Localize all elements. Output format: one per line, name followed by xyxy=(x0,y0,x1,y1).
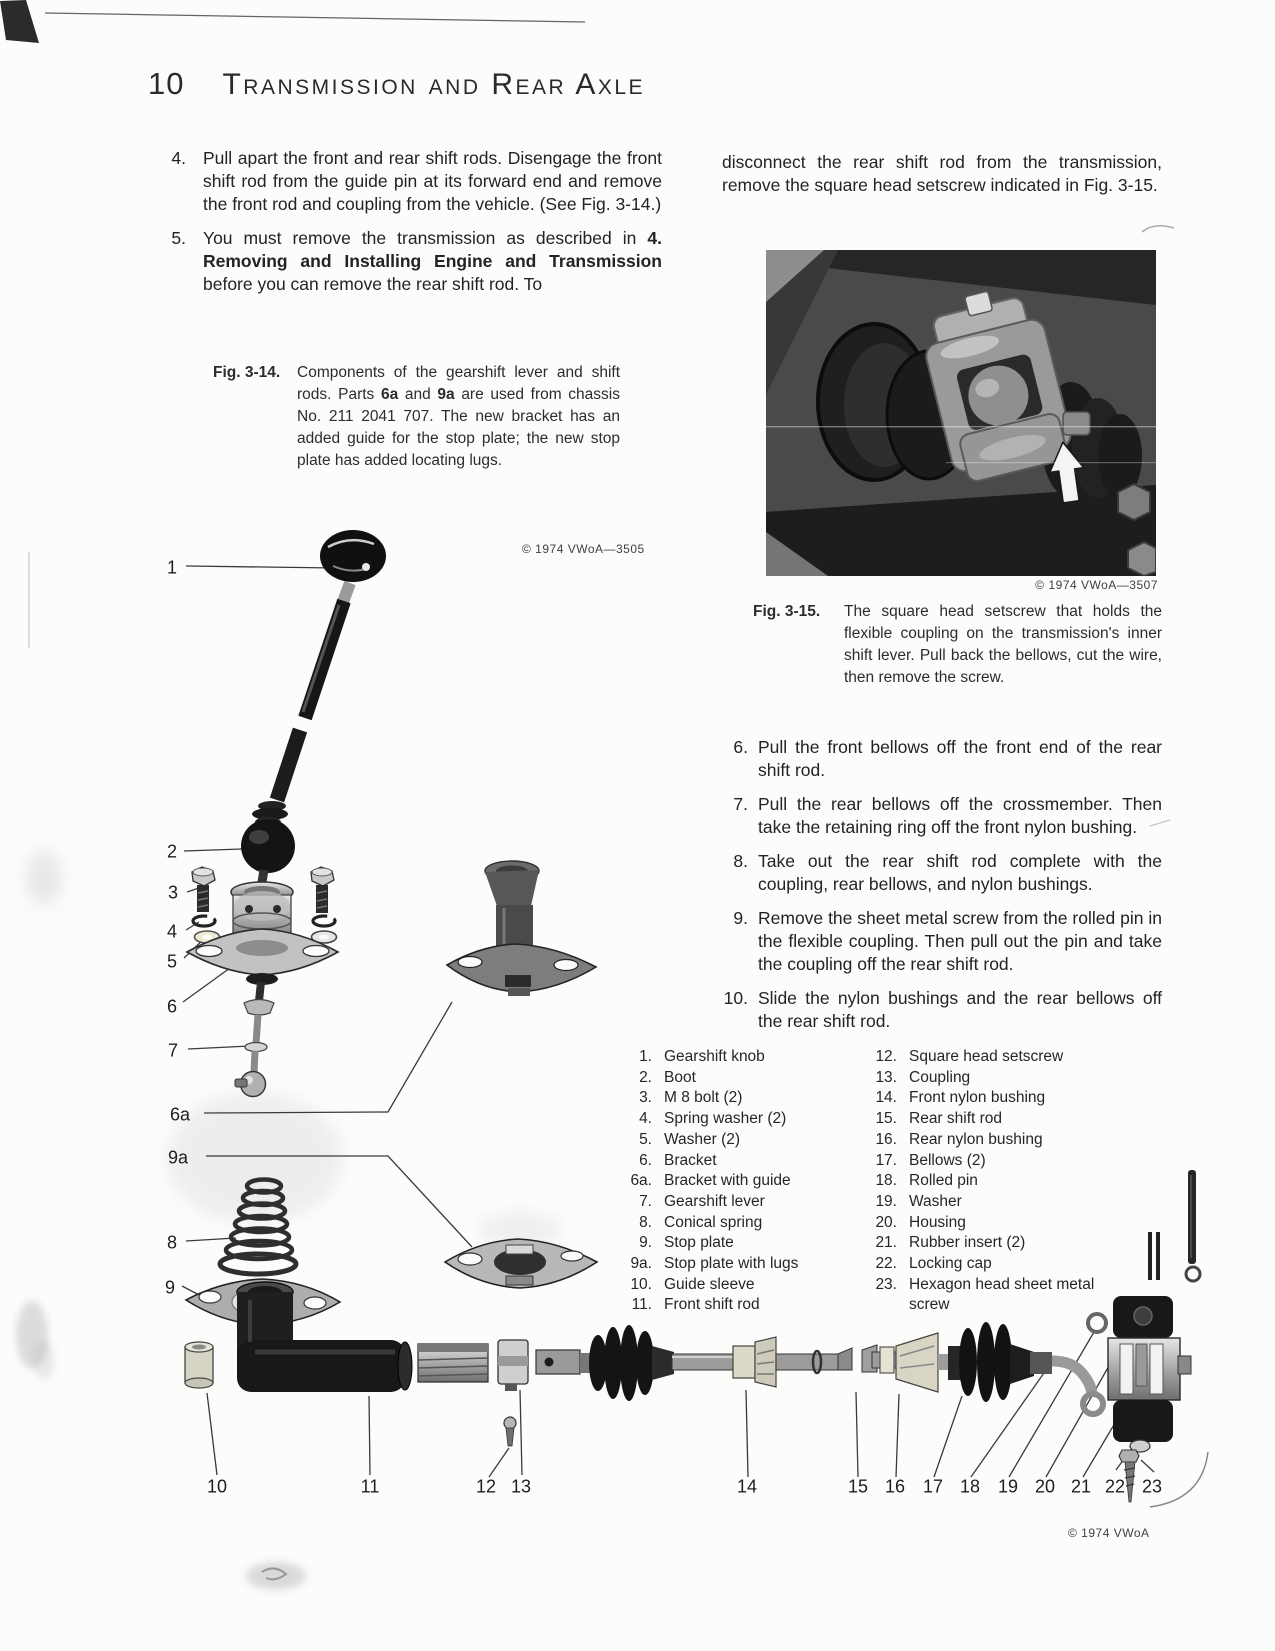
diagram-callout-14: 14 xyxy=(736,1476,758,1497)
parts-list-item xyxy=(845,1171,1097,1192)
part-number: 6. xyxy=(639,1151,652,1169)
parts-list-item xyxy=(600,1171,860,1192)
procedure-step xyxy=(700,987,1162,1033)
parts-list-item xyxy=(845,1088,1097,1109)
parts-list-item xyxy=(845,1233,1097,1254)
step-number: 5. xyxy=(171,228,186,248)
diagram-callout-9a: 9a xyxy=(167,1147,189,1168)
part-label: Front shift rod xyxy=(664,1296,760,1314)
diagram-callout-18: 18 xyxy=(959,1476,981,1497)
parts-list-item xyxy=(600,1130,860,1151)
part-number: 19. xyxy=(875,1192,897,1210)
part-number: 2. xyxy=(639,1068,652,1086)
part-number: 18. xyxy=(875,1172,897,1190)
fig-3-15-caption xyxy=(753,601,1162,689)
part-number: 5. xyxy=(639,1130,652,1148)
diagram-callout-13: 13 xyxy=(510,1476,532,1497)
fig-3-15-label: Fig. 3-15. xyxy=(753,603,821,620)
part-number: 9. xyxy=(639,1234,652,1252)
step-text: Take out the rear shift rod complete with the coupling, rear bellows, and nylon bushings. xyxy=(758,851,1162,894)
part-number: 21. xyxy=(875,1234,897,1252)
chapter-number: 10 xyxy=(148,66,185,101)
part-label: Housing xyxy=(909,1213,966,1231)
parts-list-item xyxy=(600,1275,860,1296)
step-number: 4. xyxy=(171,148,186,168)
part-label: Rear shift rod xyxy=(909,1110,1003,1128)
part-label: Stop plate with lugs xyxy=(664,1255,799,1273)
chapter-title: Transmission and Rear Axle xyxy=(222,68,646,101)
procedure-step xyxy=(700,736,1162,782)
part-number: 13. xyxy=(875,1068,897,1086)
part-number: 20. xyxy=(875,1213,897,1231)
parts-list-item xyxy=(845,1213,1097,1234)
parts-list-item xyxy=(845,1130,1097,1151)
diagram-callout-6: 6 xyxy=(166,996,178,1017)
procedure-step xyxy=(700,793,1162,839)
diagram-callout-21: 21 xyxy=(1070,1476,1092,1497)
step-number: 7. xyxy=(733,794,748,814)
part-label: Bracket with guide xyxy=(664,1172,791,1190)
part-label: Guide sleeve xyxy=(664,1275,755,1293)
part-label: Conical spring xyxy=(664,1213,763,1231)
page-header xyxy=(148,66,645,102)
diagram-callout-5: 5 xyxy=(166,951,178,972)
diagram-callout-20: 20 xyxy=(1034,1476,1056,1497)
part-number: 6a. xyxy=(630,1172,652,1190)
part-number: 23. xyxy=(875,1275,897,1293)
parts-list-item xyxy=(845,1109,1097,1130)
parts-list-item xyxy=(845,1047,1097,1068)
step-number: 10. xyxy=(723,988,748,1008)
procedure-step xyxy=(700,907,1162,976)
part-label: Washer xyxy=(909,1192,962,1210)
fig-3-14-label: Fig. 3-14. xyxy=(213,364,281,381)
parts-list-item xyxy=(600,1068,860,1089)
diagram-callout-22: 22 xyxy=(1104,1476,1126,1497)
part-number: 8. xyxy=(639,1213,652,1231)
part-number: 22. xyxy=(875,1255,897,1273)
part-number: 12. xyxy=(875,1048,897,1065)
parts-list-item xyxy=(600,1233,860,1254)
part-number: 14. xyxy=(875,1089,897,1107)
diagram-copyright: © 1974 VWoA—3505 xyxy=(522,542,645,556)
part-label: Gearshift knob xyxy=(664,1048,765,1065)
step-text: Pull the front bellows off the front end of the rear shift rod. xyxy=(758,737,1162,780)
part-label: Square head setscrew xyxy=(909,1048,1064,1065)
part-number: 4. xyxy=(639,1110,652,1128)
diagram-callout-16: 16 xyxy=(884,1476,906,1497)
step-text: You must remove the transmission as described in 4. Removing and Installing Engine and Transmission before you can remove the rear shift rod. To xyxy=(203,228,662,294)
part-number: 10. xyxy=(630,1275,652,1293)
step-number: 6. xyxy=(733,737,748,757)
part-label: Rubber insert (2) xyxy=(909,1234,1026,1252)
parts-list-item xyxy=(600,1254,860,1275)
step-text: Remove the sheet metal screw from the rolled pin in the flexible coupling. Then pull out the pin and take the coupling off the rear shift rod. xyxy=(758,908,1162,974)
diagram-callout-23: 23 xyxy=(1141,1476,1163,1497)
step-text: Slide the nylon bushings and the rear bellows off the rear shift rod. xyxy=(758,988,1162,1031)
step-text: Pull apart the front and rear shift rods. Disengage the front shift rod from the guide pin at its forward end and remove the front rod and coupling from the vehicle. (See Fig. 3-14.) xyxy=(203,148,662,214)
diagram-callout-1: 1 xyxy=(166,557,178,578)
part-label: Bracket xyxy=(664,1151,717,1169)
part-label: Locking cap xyxy=(909,1255,992,1273)
intro-paragraph: disconnect the rear shift rod from the transmission, remove the square head setscrew indicated in Fig. 3-15. xyxy=(722,152,1162,195)
part-label: Washer (2) xyxy=(664,1130,741,1148)
diagram-callout-12: 12 xyxy=(475,1476,497,1497)
photo-copyright: © 1974 VWoA—3507 xyxy=(1035,578,1158,592)
parts-list-left xyxy=(600,1047,860,1316)
parts-list-item xyxy=(845,1192,1097,1213)
part-label: Spring washer (2) xyxy=(664,1110,787,1128)
part-label: Gearshift lever xyxy=(664,1192,765,1210)
part-number: 1. xyxy=(639,1048,652,1065)
part-label: Coupling xyxy=(909,1068,971,1086)
step-number: 8. xyxy=(733,851,748,871)
diagram-callout-3: 3 xyxy=(167,882,179,903)
step-number: 9. xyxy=(733,908,748,928)
part-number: 15. xyxy=(875,1110,897,1128)
parts-list-item xyxy=(845,1068,1097,1089)
fig-3-15-photo-svg xyxy=(766,250,1156,576)
parts-list-item xyxy=(845,1275,1097,1316)
parts-list-item xyxy=(600,1088,860,1109)
diagram-callout-19: 19 xyxy=(997,1476,1019,1497)
part-label: Front nylon bushing xyxy=(909,1089,1046,1107)
part-number: 16. xyxy=(875,1130,897,1148)
procedure-step xyxy=(150,147,662,216)
diagram-callout-2: 2 xyxy=(166,841,178,862)
parts-list-item xyxy=(845,1151,1097,1172)
part-label: Rolled pin xyxy=(909,1172,978,1190)
part-number: 11. xyxy=(631,1296,652,1314)
part-number: 7. xyxy=(639,1192,652,1210)
gearshift-assembly-drawing xyxy=(186,530,597,1325)
procedure-step xyxy=(700,850,1162,896)
part-label: Bellows (2) xyxy=(909,1151,986,1169)
fig-3-15-photo xyxy=(766,250,1156,576)
part-label: Rear nylon bushing xyxy=(909,1130,1043,1148)
diagram-callout-10: 10 xyxy=(206,1476,228,1497)
parts-list-item xyxy=(600,1295,860,1316)
part-label: Hexagon head sheet metal screw xyxy=(909,1275,1095,1314)
part-label: Boot xyxy=(664,1068,696,1086)
part-label: Stop plate xyxy=(664,1234,734,1252)
procedure-steps-left xyxy=(150,147,662,307)
diagram-callout-9: 9 xyxy=(164,1277,176,1298)
bottom-copyright: © 1974 VWoA xyxy=(1068,1526,1150,1540)
part-number: 9a. xyxy=(630,1255,652,1273)
diagram-callout-11: 11 xyxy=(360,1476,380,1497)
parts-list-item xyxy=(845,1254,1097,1275)
parts-list-item xyxy=(600,1213,860,1234)
fig-3-14-text: Components of the gearshift lever and shift rods. Parts 6a and 9a are used from chassis No. 211 2041 707. The new bracket has an added guide for the stop plate; the new stop plate has added locating lugs. xyxy=(297,364,620,469)
fig-3-15-text: The square head setscrew that holds the flexible coupling on the transmission's inner shift lever. Pull back the bellows, cut the wire, then remove the screw. xyxy=(844,603,1162,686)
diagram-callout-17: 17 xyxy=(922,1476,944,1497)
parts-list-item xyxy=(600,1047,860,1068)
part-number: 17. xyxy=(875,1151,897,1169)
fig-3-14-caption xyxy=(213,362,620,472)
procedure-step xyxy=(150,227,662,296)
diagram-callout-15: 15 xyxy=(847,1476,869,1497)
diagram-callout-8: 8 xyxy=(166,1232,178,1253)
part-number: 3. xyxy=(639,1089,652,1107)
parts-list-item xyxy=(600,1109,860,1130)
diagram-callout-7: 7 xyxy=(167,1040,179,1061)
step-text: Pull the rear bellows off the crossmember. Then take the retaining ring off the front nylon bushing. xyxy=(758,794,1162,837)
part-label: M 8 bolt (2) xyxy=(664,1089,743,1107)
diagram-callout-4: 4 xyxy=(166,921,178,942)
diagram-callout-6a: 6a xyxy=(169,1104,191,1125)
parts-list-item xyxy=(600,1192,860,1213)
parts-list-item xyxy=(600,1151,860,1172)
procedure-steps-right xyxy=(700,736,1162,1044)
parts-list-right xyxy=(845,1047,1097,1316)
